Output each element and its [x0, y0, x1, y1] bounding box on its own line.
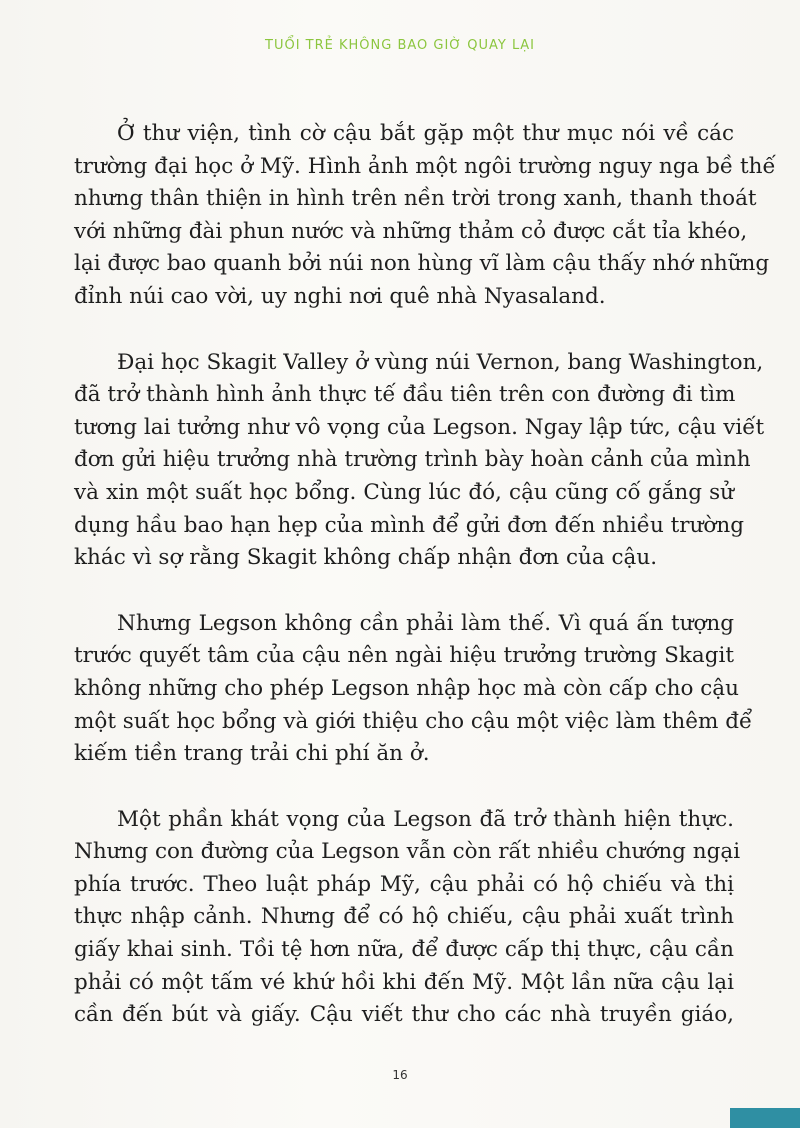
text-line: phải có một tấm vé khứ hồi khi đến Mỹ. Một lần nữa cậu lại [74, 969, 734, 995]
scan-edge-strip [730, 1108, 800, 1128]
text-line: nhưng thân thiện in hình trên nền trời trong xanh, thanh thoát [74, 186, 757, 212]
text-line: một suất học bổng và giới thiệu cho cậu một việc làm thêm để [74, 708, 753, 734]
paragraph-2 [74, 347, 765, 575]
text-line: lại được bao quanh bởi núi non hùng vĩ làm cậu thấy nhớ những [74, 251, 770, 277]
text-line: đơn gửi hiệu trưởng nhà trường trình bày hoàn cảnh của mình [74, 447, 751, 473]
text-line: với những đài phun nước và những thảm cỏ được cắt tỉa khéo, [74, 218, 748, 244]
text-line: đã trở thành hình ảnh thực tế đầu tiên trên con đường đi tìm [74, 382, 736, 408]
text-line: trước quyết tâm của cậu nên ngài hiệu trưởng trường Skagit [74, 643, 734, 669]
text-line: đỉnh núi cao vời, uy nghi nơi quê nhà Nyasaland. [74, 283, 606, 309]
text-line: Nhưng con đường của Legson vẫn còn rất nhiều chướng ngại [74, 839, 741, 865]
text-line: Ở thư viện, tình cờ cậu bắt gặp một thư mục nói về các [117, 121, 734, 146]
text-line: Một phần khát vọng của Legson đã trở thành hiện thực. [117, 806, 734, 832]
text-line: tương lai tưởng như vô vọng của Legson. Ngay lập tức, cậu viết [74, 414, 765, 440]
text-line: phía trước. Theo luật pháp Mỹ, cậu phải có hộ chiếu và thị [74, 871, 734, 897]
paragraph-3 [74, 608, 753, 771]
body-text [74, 118, 776, 1065]
paragraph-1 [74, 118, 776, 314]
text-line: khác vì sợ rằng Skagit không chấp nhận đơn của cậu. [74, 545, 658, 571]
text-line: Đại học Skagit Valley ở vùng núi Vernon, bang Washington, [117, 349, 764, 375]
text-line: cần đến bút và giấy. Cậu viết thư cho các nhà truyền giáo, [74, 1002, 734, 1028]
text-line: Nhưng Legson không cần phải làm thế. Vì quá ấn tượng [117, 610, 734, 636]
text-line: dụng hầu bao hạn hẹp của mình để gửi đơn đến nhiều trường [74, 512, 744, 538]
text-line: không những cho phép Legson nhập học mà còn cấp cho cậu [74, 675, 739, 701]
paragraph-4 [74, 804, 741, 1032]
text-line: thực nhập cảnh. Nhưng để có hộ chiếu, cậu phải xuất trình [74, 904, 734, 930]
text-line: kiếm tiền trang trải chi phí ăn ở. [74, 741, 430, 767]
page-number: 16 [392, 1068, 408, 1082]
text-line: giấy khai sinh. Tồi tệ hơn nữa, để được cấp thị thực, cậu cần [74, 937, 734, 963]
text-line: và xin một suất học bổng. Cùng lúc đó, cậu cũng cố gắng sử [74, 479, 734, 505]
text-line: trường đại học ở Mỹ. Hình ảnh một ngôi trường nguy nga bề thế [74, 153, 776, 179]
running-header: TUỔI TRẺ KHÔNG BAO GIỜ QUAY LẠI [265, 38, 535, 53]
